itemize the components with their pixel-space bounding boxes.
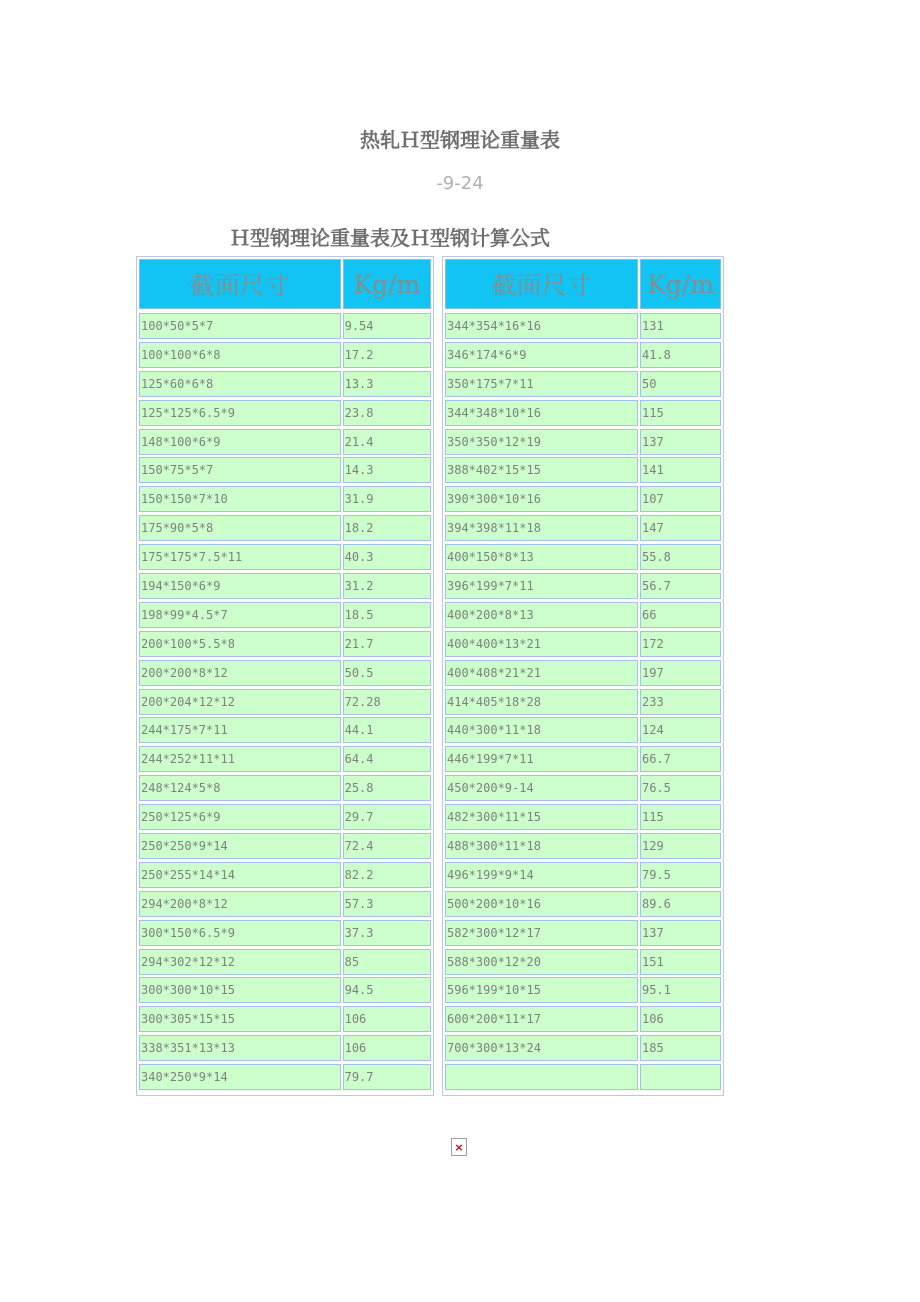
cell-section-size: 175*175*7.5*11: [139, 544, 341, 570]
table-row: [445, 717, 721, 743]
cell-weight: 94.5: [343, 977, 431, 1003]
cell-weight: 89.6: [640, 891, 721, 917]
cell-weight: 18.2: [343, 515, 431, 541]
header-weight-per-meter: Kg/m: [640, 259, 721, 309]
cell-weight: 17.2: [343, 342, 431, 368]
cell-weight: 79.7: [343, 1064, 431, 1090]
cell-weight: 37.3: [343, 920, 431, 946]
cell-weight: 13.3: [343, 371, 431, 397]
table-row: [445, 862, 721, 888]
cell-section-size: 125*60*6*8: [139, 371, 341, 397]
cell-section-size: 148*100*6*9: [139, 429, 341, 455]
table-row: [139, 1006, 431, 1032]
cell-weight: 31.2: [343, 573, 431, 599]
cell-weight: 115: [640, 400, 721, 426]
cell-section-size: 488*300*11*18: [445, 833, 638, 859]
table-row: [445, 573, 721, 599]
cell-weight: 106: [640, 1006, 721, 1032]
cell-weight: 50.5: [343, 660, 431, 686]
table-row: [139, 949, 431, 975]
table-row: [139, 746, 431, 772]
header-section-size: 截面尺寸: [445, 259, 638, 309]
cell-weight: 141: [640, 457, 721, 483]
cell-section-size: 198*99*4.5*7: [139, 602, 341, 628]
cell-weight: 82.2: [343, 862, 431, 888]
cell-section-size: 440*300*11*18: [445, 717, 638, 743]
cell-section-size: 250*255*14*14: [139, 862, 341, 888]
cell-section-size: 344*348*10*16: [445, 400, 638, 426]
table-row: [139, 689, 431, 715]
cell-section-size: 250*250*9*14: [139, 833, 341, 859]
cell-weight: 56.7: [640, 573, 721, 599]
cell-weight: 72.28: [343, 689, 431, 715]
cell-weight: 95.1: [640, 977, 721, 1003]
cell-weight: [640, 1064, 721, 1090]
cell-section-size: 200*204*12*12: [139, 689, 341, 715]
cell-weight: 185: [640, 1035, 721, 1061]
cell-section-size: 338*351*13*13: [139, 1035, 341, 1061]
cell-weight: 66.7: [640, 746, 721, 772]
table-row: [445, 400, 721, 426]
table-row: [445, 342, 721, 368]
table-row: [445, 1035, 721, 1061]
table-row: [139, 775, 431, 801]
table-row: [445, 689, 721, 715]
table-row: [139, 429, 431, 455]
table-row: [139, 457, 431, 483]
cell-section-size: 250*125*6*9: [139, 804, 341, 830]
cell-section-size: 200*100*5.5*8: [139, 631, 341, 657]
cell-weight: 107: [640, 486, 721, 512]
cell-weight: 147: [640, 515, 721, 541]
cell-section-size: 482*300*11*15: [445, 804, 638, 830]
cell-section-size: 100*50*5*7: [139, 313, 341, 339]
cell-section-size: 394*398*11*18: [445, 515, 638, 541]
header-section-size: 截面尺寸: [139, 259, 341, 309]
table-row: [139, 544, 431, 570]
cell-section-size: 496*199*9*14: [445, 862, 638, 888]
cell-section-size: 350*175*7*11: [445, 371, 638, 397]
cell-section-size: 700*300*13*24: [445, 1035, 638, 1061]
table-row: [139, 631, 431, 657]
table-row: [139, 1064, 431, 1090]
table-row: [445, 746, 721, 772]
cell-section-size: 244*175*7*11: [139, 717, 341, 743]
table-row: [139, 573, 431, 599]
cell-section-size: 400*200*8*13: [445, 602, 638, 628]
cell-section-size: 294*302*12*12: [139, 949, 341, 975]
table-row: [139, 891, 431, 917]
table-row: [445, 515, 721, 541]
table-row: [445, 631, 721, 657]
table-row: [139, 804, 431, 830]
table-header: [445, 259, 721, 309]
table-row: [445, 602, 721, 628]
cell-weight: 129: [640, 833, 721, 859]
cell-weight: 29.7: [343, 804, 431, 830]
table-row: [139, 660, 431, 686]
cell-weight: 115: [640, 804, 721, 830]
cell-weight: 21.7: [343, 631, 431, 657]
cell-section-size: 300*300*10*15: [139, 977, 341, 1003]
cell-weight: 72.4: [343, 833, 431, 859]
cell-section-size: 588*300*12*20: [445, 949, 638, 975]
table-row: [139, 862, 431, 888]
table-row: [139, 717, 431, 743]
table-row: [139, 400, 431, 426]
table-row: [445, 371, 721, 397]
cell-weight: 14.3: [343, 457, 431, 483]
cell-section-size: 414*405*18*28: [445, 689, 638, 715]
cell-weight: 172: [640, 631, 721, 657]
cell-section-size: [445, 1064, 638, 1090]
cell-weight: 57.3: [343, 891, 431, 917]
cell-section-size: 248*124*5*8: [139, 775, 341, 801]
cell-weight: 31.9: [343, 486, 431, 512]
cell-section-size: 500*200*10*16: [445, 891, 638, 917]
cell-weight: 131: [640, 313, 721, 339]
broken-image-icon: ×: [451, 1138, 467, 1156]
table-row: [445, 804, 721, 830]
cell-weight: 233: [640, 689, 721, 715]
cell-section-size: 390*300*10*16: [445, 486, 638, 512]
cell-weight: 23.8: [343, 400, 431, 426]
cell-weight: 21.4: [343, 429, 431, 455]
cell-section-size: 150*150*7*10: [139, 486, 341, 512]
cell-weight: 137: [640, 920, 721, 946]
weight-table-left: [136, 256, 434, 1096]
cell-section-size: 340*250*9*14: [139, 1064, 341, 1090]
cell-weight: 76.5: [640, 775, 721, 801]
cell-section-size: 596*199*10*15: [445, 977, 638, 1003]
cell-section-size: 396*199*7*11: [445, 573, 638, 599]
cell-weight: 50: [640, 371, 721, 397]
table-row: [445, 429, 721, 455]
table-row: [139, 486, 431, 512]
section-subtitle: Ｈ型钢理论重量表及Ｈ型钢计算公式: [230, 226, 550, 250]
cell-section-size: 350*350*12*19: [445, 429, 638, 455]
cell-weight: 25.8: [343, 775, 431, 801]
table-row: [139, 920, 431, 946]
cell-section-size: 582*300*12*17: [445, 920, 638, 946]
header-weight-per-meter: Kg/m: [343, 259, 431, 309]
cell-weight: 9.54: [343, 313, 431, 339]
cell-section-size: 446*199*7*11: [445, 746, 638, 772]
table-row: [445, 544, 721, 570]
table-row: [445, 457, 721, 483]
cell-weight: 106: [343, 1006, 431, 1032]
cell-section-size: 346*174*6*9: [445, 342, 638, 368]
cell-weight: 106: [343, 1035, 431, 1061]
cell-section-size: 388*402*15*15: [445, 457, 638, 483]
cell-section-size: 200*200*8*12: [139, 660, 341, 686]
cell-weight: 124: [640, 717, 721, 743]
weight-table-right: [442, 256, 724, 1096]
table-row: [445, 775, 721, 801]
table-header: [139, 259, 431, 309]
cell-weight: 44.1: [343, 717, 431, 743]
cell-weight: 197: [640, 660, 721, 686]
table-row: [445, 977, 721, 1003]
cell-section-size: 100*100*6*8: [139, 342, 341, 368]
table-row: [445, 920, 721, 946]
table-row: [445, 1006, 721, 1032]
cell-section-size: 194*150*6*9: [139, 573, 341, 599]
table-row: [445, 660, 721, 686]
table-row: [139, 342, 431, 368]
table-body: [139, 313, 431, 1090]
cell-weight: 40.3: [343, 544, 431, 570]
cell-section-size: 244*252*11*11: [139, 746, 341, 772]
cell-section-size: 600*200*11*17: [445, 1006, 638, 1032]
cell-section-size: 125*125*6.5*9: [139, 400, 341, 426]
table-row: [139, 833, 431, 859]
cell-weight: 137: [640, 429, 721, 455]
cell-weight: 151: [640, 949, 721, 975]
cell-section-size: 175*90*5*8: [139, 515, 341, 541]
table-row: [139, 977, 431, 1003]
table-row: [139, 1035, 431, 1061]
cell-section-size: 400*400*13*21: [445, 631, 638, 657]
table-row: [139, 313, 431, 339]
cell-weight: 64.4: [343, 746, 431, 772]
cell-section-size: 344*354*16*16: [445, 313, 638, 339]
cell-section-size: 450*200*9-14: [445, 775, 638, 801]
cell-weight: 18.5: [343, 602, 431, 628]
cell-weight: 66: [640, 602, 721, 628]
table-row: [139, 602, 431, 628]
table-row: [445, 949, 721, 975]
table-row: [445, 1064, 721, 1090]
document-date: -9-24: [436, 173, 484, 194]
cell-weight: 79.5: [640, 862, 721, 888]
table-row: [139, 371, 431, 397]
cell-weight: 55.8: [640, 544, 721, 570]
cell-weight: 85: [343, 949, 431, 975]
cell-section-size: 400*408*21*21: [445, 660, 638, 686]
table-row: [139, 515, 431, 541]
table-body: [445, 313, 721, 1090]
document-title: 热轧Ｈ型钢理论重量表: [360, 128, 560, 152]
cell-section-size: 300*150*6.5*9: [139, 920, 341, 946]
cell-weight: 41.8: [640, 342, 721, 368]
table-row: [445, 833, 721, 859]
cell-section-size: 400*150*8*13: [445, 544, 638, 570]
cell-section-size: 150*75*5*7: [139, 457, 341, 483]
cell-section-size: 300*305*15*15: [139, 1006, 341, 1032]
table-row: [445, 313, 721, 339]
table-row: [445, 891, 721, 917]
cell-section-size: 294*200*8*12: [139, 891, 341, 917]
table-row: [445, 486, 721, 512]
